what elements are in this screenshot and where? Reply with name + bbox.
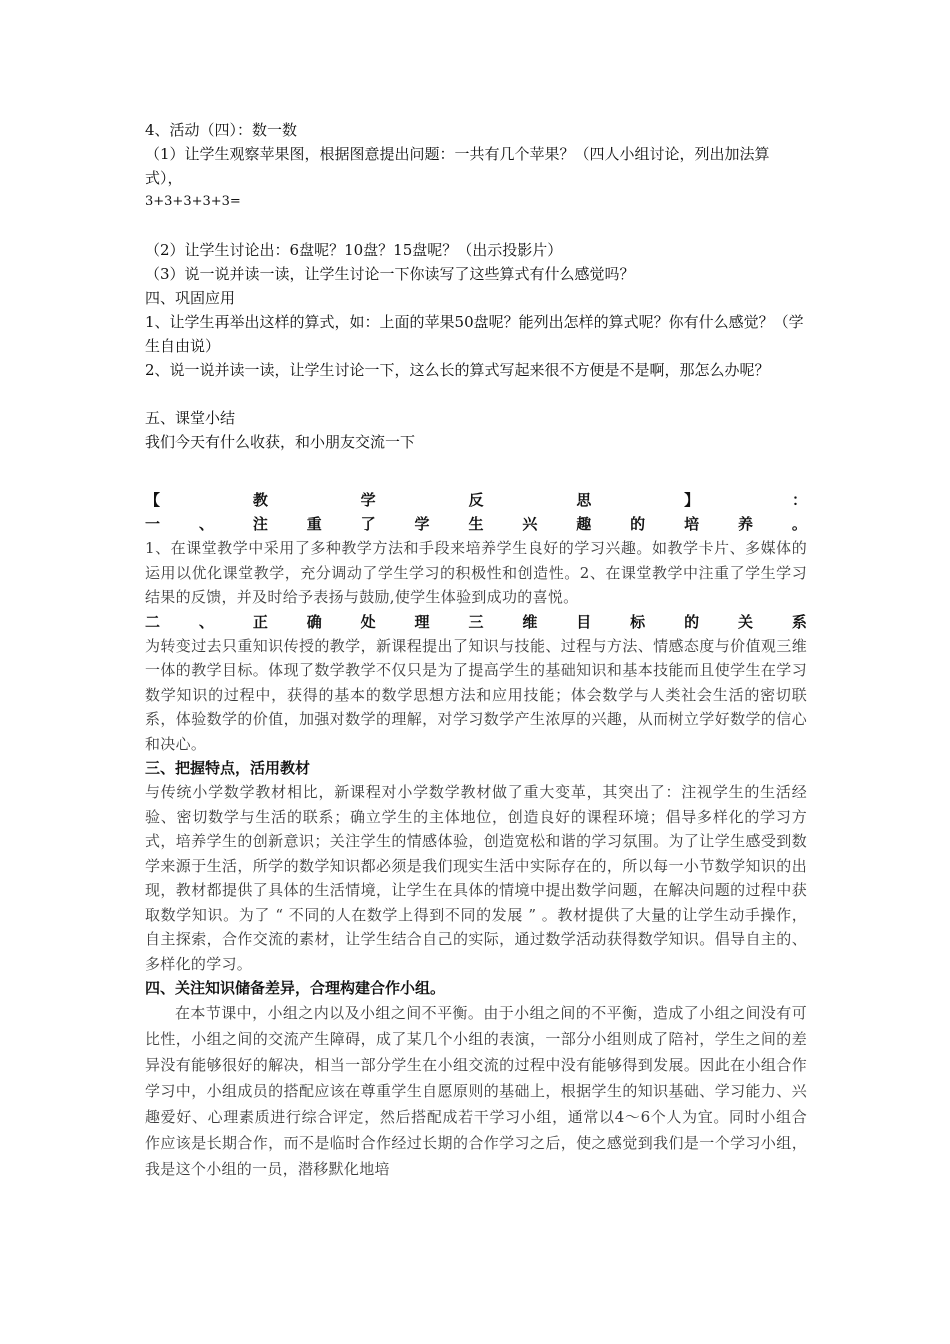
title-char: ： xyxy=(791,491,807,509)
heading-char: 理 xyxy=(414,612,430,631)
heading-char: 学 xyxy=(414,515,430,533)
heading-char: 的 xyxy=(630,515,646,533)
activity4-heading: 4、活动（四）：数一数 xyxy=(145,121,298,139)
heading-char: 标 xyxy=(630,612,646,631)
reflection-point4-text: 在本节课中，小组之内以及小组之间不平衡。由于小组之间的不平衡，造成了小组之间没有可比性，小组之间的交流产生障碍，成了某几个小组的表演，一部分小组则成了陪衬，学生之间的差异没有能够很好的解决，相当一部分学生在小组交流的过程中没有能够得到发展。因此在小组合作学习中，小组成员的搭配应该在尊重学生自愿原则的基础上，根据学生的知识基础、学习能力、兴趣爱好、心理素质进行综合评定，然后搭配成若干学习小组，通常以4～6个人为宜。同时小组合作应该是长期合作，而不是临时合作经过长期的合作学习之后，使之感觉到我们是一个学习小组，我是这个小组的一员，潜移默化地培 xyxy=(145,1004,807,1178)
section4-heading: 四、巩固应用 xyxy=(145,289,236,307)
heading-char: 确 xyxy=(306,612,322,631)
section4-item1: 1、让学生再举出这样的算式，如：上面的苹果50盘呢？能列出怎样的算式呢？你有什么感觉？（学生自由说） xyxy=(145,313,804,355)
heading-char: 生 xyxy=(468,515,484,533)
reflection-point3-heading: 三、把握特点，活用教材 xyxy=(145,759,311,777)
title-char: 学 xyxy=(360,491,376,509)
reflection-point2-text: 为转变过去只重知识传授的教学，新课程提出了知识与技能、过程与方法、情感态度与价值观三维一体的教学目标。体现了数学教学不仅只是为了提高学生的基础知识和基本技能而且使学生在学习数学知识的过程中，获得的基本的数学思想方法和应用技能；体会数学与人类社会生活的密切联系，体验数学的价值，加强对数学的理解，对学习数学产生浓厚的兴趣，从而树立学好数学的信心和决心。 xyxy=(145,636,807,753)
heading-char: 重 xyxy=(306,515,322,533)
spacer xyxy=(145,454,807,478)
heading-char: 了 xyxy=(360,515,376,533)
document-page xyxy=(145,118,807,1182)
heading-char: 二 xyxy=(145,612,161,631)
spacer xyxy=(145,214,807,238)
heading-char: 兴 xyxy=(522,515,538,533)
reflection-point2-heading xyxy=(145,610,807,634)
activity4-formula: 3+3+3+3+3= xyxy=(145,194,241,209)
heading-char: 注 xyxy=(252,515,268,533)
heading-char: 。 xyxy=(791,515,807,533)
title-char: 【 xyxy=(145,491,161,509)
heading-char: 养 xyxy=(737,515,753,533)
heading-char: 趣 xyxy=(576,515,592,533)
heading-char: 的 xyxy=(684,612,700,631)
title-char: 反 xyxy=(468,491,484,509)
heading-char: 处 xyxy=(360,612,376,631)
section4-item2: 2、说一说并读一读，让学生讨论一下，这么长的算式写起来很不方便是不是啊，那怎么办呢？ xyxy=(145,361,770,379)
heading-char: 目 xyxy=(576,612,592,631)
title-char: 教 xyxy=(252,491,268,509)
spacer xyxy=(145,382,807,406)
reflection-point3-text: 与传统小学数学教材相比，新课程对小学数学教材做了重大变革，其突出了：注视学生的生活经验、密切数学与生活的联系；确立学生的主体地位，创造良好的课程环境；倡导多样化的学习方式，培养学生的创新意识；关注学生的情感体验，创造宽松和谐的学习氛围。为了让学生感受到数学来源于生活，所学的数学知识都必须是我们现实生活中实际存在的，所以每一小节数学知识的出现，教材都提供了具体的生活情境，让学生在具体的情境中提出数学问题，在解决问题的过程中获取数学知识。为了 “ 不同的人在数学上得到不同的发展 ” 。教材提供了大量的让学生动手操作，自主探索，合作交流的素材，让学生结合自己的实际，通过数学活动获得数学知识。倡导自主的、多样化的学习。 xyxy=(145,783,807,973)
activity4-item1: （1）让学生观察苹果图，根据图意提出问题：一共有几个苹果？（四人小组讨论，列出加法算式）， xyxy=(145,145,770,187)
section5-text: 我们今天有什么收获，和小朋友交流一下 xyxy=(145,433,416,451)
activity4-item3: （3）说一说并读一读，让学生讨论一下你读写了这些算式有什么感觉吗？ xyxy=(145,265,635,283)
reflection-point1-heading xyxy=(145,512,807,536)
heading-char: 三 xyxy=(468,612,484,631)
heading-char: 系 xyxy=(791,612,807,631)
reflection-point4-heading: 四、关注知识储备差异，合理构建合作小组。 xyxy=(145,979,446,997)
heading-char: 培 xyxy=(684,515,700,533)
reflection-title xyxy=(145,488,807,512)
spacer xyxy=(145,478,807,488)
heading-char: 、 xyxy=(198,515,214,533)
reflection-point1-text: 1、在课堂教学中采用了多种教学方法和手段来培养学生良好的学习兴趣。如教学卡片、多媒体的运用以优化课堂教学，充分调动了学生学习的积极性和创造性。2、在课堂教学中注重了学生学习结果的反馈，并及时给予表扬与鼓励,使学生体验到成功的喜悦。 xyxy=(145,539,807,606)
heading-char: 一 xyxy=(145,515,161,533)
activity4-item2: （2）让学生讨论出：6盘呢？10盘？15盘呢？（出示投影片） xyxy=(145,241,563,259)
section5-heading: 五、课堂小结 xyxy=(145,409,236,427)
heading-char: 、 xyxy=(198,612,214,631)
title-char: 思 xyxy=(576,491,592,509)
heading-char: 维 xyxy=(522,612,538,631)
heading-char: 关 xyxy=(737,612,753,631)
title-char: 】 xyxy=(684,491,700,509)
heading-char: 正 xyxy=(252,612,268,631)
